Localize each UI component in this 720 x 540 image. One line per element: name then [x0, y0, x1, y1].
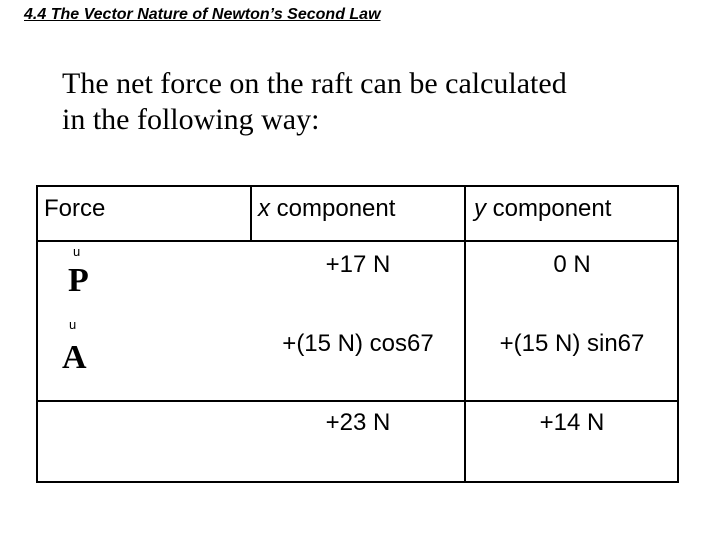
- header-x-label: component: [270, 195, 396, 222]
- column-divider-1: [250, 187, 252, 241]
- body-text: [62, 66, 682, 138]
- total-y-component: +14 N: [539, 409, 605, 436]
- row-a-x-component: +(15 N) cos67: [282, 330, 434, 357]
- force-components-table: [36, 185, 679, 483]
- force-symbol-p: P: [68, 262, 89, 299]
- column-divider-2: [464, 187, 466, 481]
- header-x-variable: x: [258, 195, 270, 222]
- force-symbol-a: A: [62, 339, 87, 376]
- header-divider: [38, 240, 679, 242]
- totals-divider: [38, 400, 679, 402]
- body-text-line-1: The net force on the raft can be calculated: [62, 67, 567, 100]
- section-title: 4.4 The Vector Nature of Newton’s Second Law: [24, 6, 381, 23]
- row-p-y-component: 0 N: [553, 251, 591, 278]
- row-p-x-component: +17 N: [325, 251, 391, 278]
- header-y-label: component: [486, 195, 612, 222]
- row-a-y-component: +(15 N) sin67: [499, 330, 645, 357]
- header-x-component: [258, 195, 395, 223]
- total-x-component: +23 N: [325, 409, 391, 436]
- header-force: Force: [44, 195, 106, 222]
- header-y-variable: y: [474, 195, 486, 222]
- body-text-line-2: in the following way:: [62, 103, 320, 136]
- vector-arrow-p: u: [73, 244, 81, 259]
- header-y-component: [474, 195, 611, 223]
- vector-arrow-a: u: [69, 317, 77, 332]
